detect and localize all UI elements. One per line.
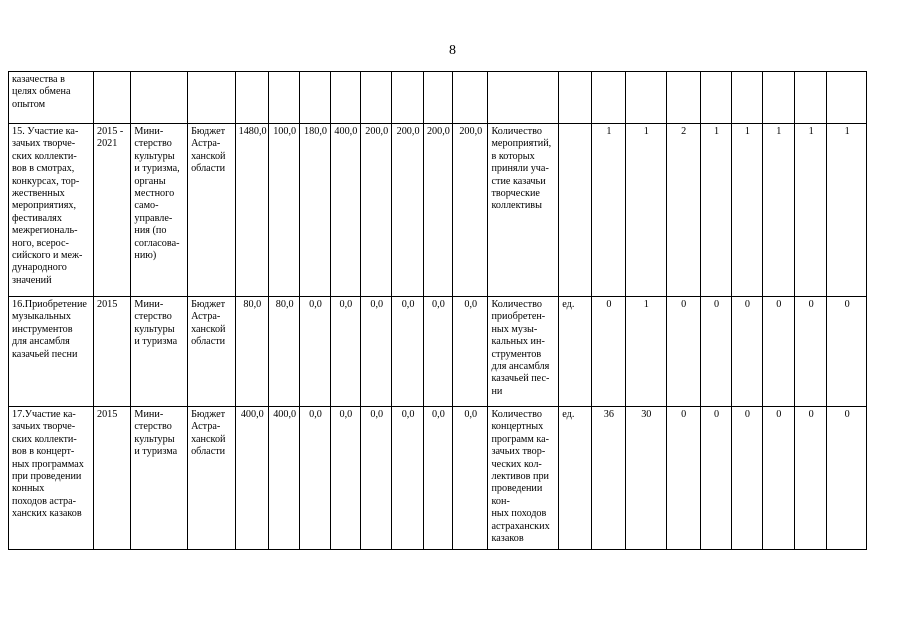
- amount-cell: 0,0: [330, 297, 360, 407]
- event-cell: 16.Приобретение музыкальных инструментов для ансамбля казачьей песни: [9, 297, 94, 407]
- unit-cell: [559, 124, 591, 297]
- funding-source-cell: [188, 72, 236, 124]
- target-cell: [666, 72, 700, 124]
- target-cell: 30: [626, 407, 666, 550]
- unit-cell: ед.: [559, 297, 591, 407]
- amount-cell: 80,0: [235, 297, 268, 407]
- amount-cell: 200,0: [392, 124, 423, 297]
- period-cell: [93, 72, 130, 124]
- target-cell: [795, 72, 827, 124]
- target-cell: [591, 72, 625, 124]
- period-cell: 2015: [93, 407, 130, 550]
- target-cell: [827, 72, 867, 124]
- executor-cell: Мини- стерство культуры и туризма: [131, 297, 188, 407]
- amount-cell: [268, 72, 299, 124]
- amount-cell: 0,0: [423, 297, 452, 407]
- executor-cell: Мини- стерство культуры и туризма, органы местного само- управле- ния (по согласова- нию): [131, 124, 188, 297]
- target-cell: 1: [591, 124, 625, 297]
- indicator-cell: Количество концертных программ ка- зачьих твор- ческих кол- лективов при проведении кон- ных походов астраханских казаков: [488, 407, 559, 550]
- amount-cell: 200,0: [453, 124, 488, 297]
- target-cell: [700, 72, 731, 124]
- target-cell: [732, 72, 762, 124]
- amount-cell: 0,0: [392, 407, 423, 550]
- program-table: [8, 71, 867, 550]
- amount-cell: 80,0: [268, 297, 299, 407]
- amount-cell: 200,0: [423, 124, 452, 297]
- amount-cell: [330, 72, 360, 124]
- table-row: [9, 297, 867, 407]
- amount-cell: [392, 72, 423, 124]
- amount-cell: [235, 72, 268, 124]
- target-cell: [762, 72, 794, 124]
- period-cell: 2015: [93, 297, 130, 407]
- event-cell: 15. Участие ка- зачьих творче- ских коллекти- вов в смотрах, конкурсах, тор- жественных мероприятиях, фестивалях межрегиональ- ного, всерос- сийского и меж- дународного значений: [9, 124, 94, 297]
- funding-source-cell: Бюджет Астра- ханской области: [188, 124, 236, 297]
- amount-cell: 0,0: [300, 297, 330, 407]
- target-cell: 0: [591, 297, 625, 407]
- amount-cell: [300, 72, 330, 124]
- amount-cell: 0,0: [361, 407, 392, 550]
- executor-cell: [131, 72, 188, 124]
- amount-cell: 400,0: [268, 407, 299, 550]
- event-cell: 17.Участие ка- зачьих творче- ских коллекти- вов в концерт- ных программах при проведении конных походов астра- ханских казаков: [9, 407, 94, 550]
- indicator-cell: [488, 72, 559, 124]
- target-cell: 0: [762, 297, 794, 407]
- target-cell: 0: [666, 297, 700, 407]
- amount-cell: 100,0: [268, 124, 299, 297]
- amount-cell: 0,0: [453, 407, 488, 550]
- target-cell: 0: [700, 407, 731, 550]
- target-cell: 1: [732, 124, 762, 297]
- unit-cell: [559, 72, 591, 124]
- amount-cell: 0,0: [392, 297, 423, 407]
- target-cell: 36: [591, 407, 625, 550]
- target-cell: 0: [795, 297, 827, 407]
- amount-cell: 0,0: [453, 297, 488, 407]
- amount-cell: [423, 72, 452, 124]
- table-row: [9, 72, 867, 124]
- amount-cell: 0,0: [300, 407, 330, 550]
- target-cell: 0: [827, 407, 867, 550]
- event-cell: казачества в целях обмена опытом: [9, 72, 94, 124]
- target-cell: 0: [795, 407, 827, 550]
- target-cell: 0: [762, 407, 794, 550]
- executor-cell: Мини- стерство культуры и туризма: [131, 407, 188, 550]
- amount-cell: 200,0: [361, 124, 392, 297]
- target-cell: 1: [827, 124, 867, 297]
- amount-cell: [361, 72, 392, 124]
- indicator-cell: Количество приобретен- ных музы- кальных ин- струментов для ансамбля казачьей пес- ни: [488, 297, 559, 407]
- funding-source-cell: Бюджет Астра- ханской области: [188, 297, 236, 407]
- amount-cell: [453, 72, 488, 124]
- page-number: 8: [449, 43, 456, 58]
- target-cell: [626, 72, 666, 124]
- target-cell: 0: [732, 407, 762, 550]
- amount-cell: 400,0: [330, 124, 360, 297]
- amount-cell: 0,0: [361, 297, 392, 407]
- amount-cell: 1480,0: [235, 124, 268, 297]
- target-cell: 1: [700, 124, 731, 297]
- amount-cell: 0,0: [330, 407, 360, 550]
- target-cell: 0: [827, 297, 867, 407]
- table-row: [9, 407, 867, 550]
- unit-cell: ед.: [559, 407, 591, 550]
- amount-cell: 0,0: [423, 407, 452, 550]
- target-cell: 1: [626, 297, 666, 407]
- period-cell: 2015 - 2021: [93, 124, 130, 297]
- target-cell: 0: [732, 297, 762, 407]
- funding-source-cell: Бюджет Астра- ханской области: [188, 407, 236, 550]
- target-cell: 1: [626, 124, 666, 297]
- target-cell: 2: [666, 124, 700, 297]
- amount-cell: 400,0: [235, 407, 268, 550]
- target-cell: 0: [700, 297, 731, 407]
- target-cell: 0: [666, 407, 700, 550]
- target-cell: 1: [795, 124, 827, 297]
- table-row: [9, 124, 867, 297]
- target-cell: 1: [762, 124, 794, 297]
- indicator-cell: Количество мероприятий, в которых приняли уча- стие казачьи творческие коллективы: [488, 124, 559, 297]
- amount-cell: 180,0: [300, 124, 330, 297]
